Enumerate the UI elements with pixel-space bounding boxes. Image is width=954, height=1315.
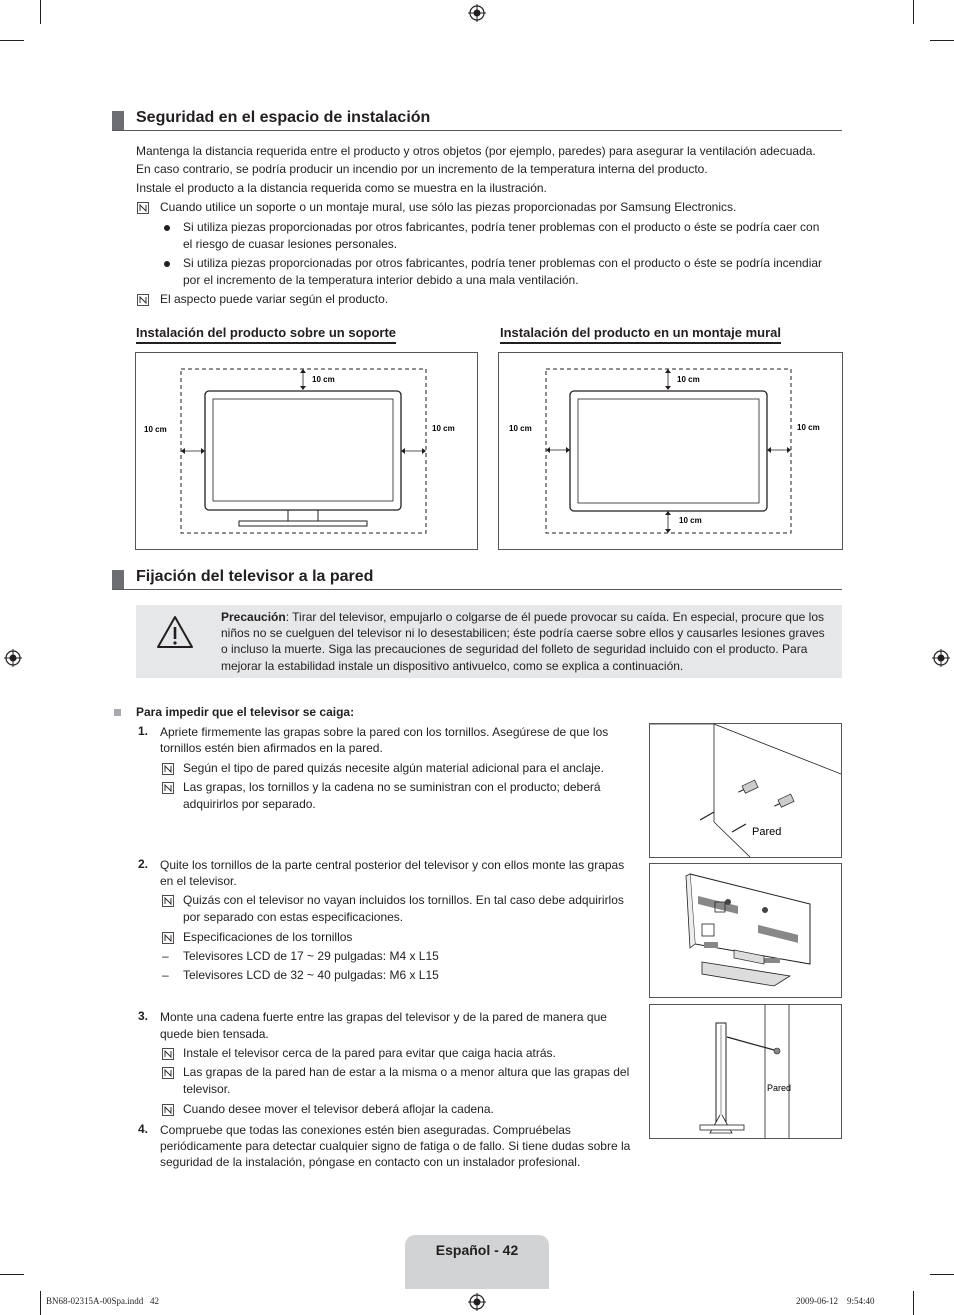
- section-title: Fijación del televisor a la pared: [136, 568, 374, 585]
- bullet-text: el riesgo de cuasar lesiones personales.: [183, 237, 398, 251]
- wall-brackets-illustration: [649, 723, 842, 858]
- note-text: televisor.: [183, 1082, 231, 1096]
- caution-label: Precaución: [221, 610, 286, 624]
- crop-mark: [913, 0, 914, 24]
- bullet-text: por el incremento de la temperatura interior debido a una mala ventilación.: [183, 273, 579, 287]
- note-icon: [162, 763, 174, 775]
- caution-line: mejorar la estabilidad instale un dispositivo antivuelco, como se explica a continuación.: [221, 659, 684, 673]
- section-heading-wall-fixing: [112, 570, 842, 590]
- step-number: 3.: [138, 1009, 149, 1023]
- distance-label: 10 cm: [797, 423, 820, 432]
- note-text: Las grapas de la pared han de estar a la misma o a menor altura que las grapas del: [183, 1065, 630, 1079]
- distance-label: 10 cm: [432, 424, 455, 433]
- distance-label: 10 cm: [144, 425, 167, 434]
- caution-line: o incluso la muerte. Siga las precauciones de seguridad del folleto de seguridad incluido con el producto. Para: [221, 642, 808, 656]
- step-text: Compruebe que todas las conexiones estén bien aseguradas. Compruébelas: [160, 1123, 571, 1137]
- paragraph-line: Instale el producto a la distancia requerida como se muestra en la ilustración.: [136, 181, 547, 195]
- note-text: Quizás con el televisor no vayan incluidos los tornillos. En tal caso debe adquirirlos: [183, 893, 624, 907]
- wall-mount-clearance-diagram: [498, 352, 843, 550]
- footer-filename: BN68-02315A-00Spa.indd 42: [46, 1296, 159, 1306]
- caution-line: niños no se cuelguen del televisor ni lo desestabilicen; éste podría caerse sobre ellos y causarles lesiones graves: [221, 626, 825, 640]
- note-text: Las grapas, los tornillos y la cadena no se suministran con el producto; deberá: [183, 780, 601, 794]
- registration-mark-icon: [4, 649, 22, 667]
- section-title: Seguridad en el espacio de instalación: [136, 109, 431, 126]
- footer-timestamp: [796, 1296, 875, 1306]
- footer-date: 2009-06-12: [796, 1296, 845, 1306]
- step-number: 4.: [138, 1122, 149, 1136]
- note-text: adquirirlos por separado.: [183, 797, 316, 811]
- crop-mark: [40, 0, 41, 24]
- registration-mark-icon: [468, 1293, 486, 1311]
- section-bar: [112, 570, 124, 589]
- step-text: tornillos estén bien afirmados en la pared.: [160, 741, 383, 755]
- distance-label: 10 cm: [312, 375, 335, 384]
- crop-mark: [40, 1291, 41, 1315]
- note-icon: [162, 1067, 174, 1079]
- step-text: Monte una cadena fuerte entre las grapas del televisor y de la pared de manera que: [160, 1010, 607, 1024]
- chain-to-wall-illustration: [649, 1004, 842, 1139]
- step-text: quede bien tensada.: [160, 1027, 269, 1041]
- registration-mark-icon: [468, 4, 486, 22]
- stand-clearance-diagram: [135, 352, 478, 550]
- note-icon: [162, 782, 174, 794]
- tv-back-brackets-illustration: [649, 863, 842, 998]
- note-text: El aspecto puede variar según el producto.: [160, 292, 389, 306]
- note-icon: [162, 932, 174, 944]
- section-heading-installation-space: [112, 111, 842, 131]
- dash: –: [162, 949, 169, 963]
- step-number: 1.: [138, 724, 149, 738]
- distance-label: 10 cm: [679, 516, 702, 525]
- distance-label: 10 cm: [677, 375, 700, 384]
- tv-on-wall-illustration: [499, 353, 842, 549]
- note-text: Cuando utilice un soporte o un montaje mural, use sólo las piezas proporcionadas por Samsung Electronics.: [160, 200, 737, 214]
- subheading: Para impedir que el televisor se caiga:: [136, 705, 355, 719]
- square-bullet: [114, 709, 121, 716]
- note-text: por separado con estas especificaciones.: [183, 910, 404, 924]
- wall-label: Pared: [752, 826, 782, 838]
- spec-text: Televisores LCD de 17 ~ 29 pulgadas: M4 x L15: [183, 949, 439, 963]
- step-text: seguridad de la instalación, póngase en contacto con un instalador profesional.: [160, 1155, 581, 1169]
- bullet-text: Si utiliza piezas proporcionadas por otros fabricantes, podría tener problemas con el producto o éste se podría caer con: [183, 220, 820, 234]
- caution-line: [221, 609, 824, 626]
- distance-label: 10 cm: [509, 424, 532, 433]
- note-icon: [162, 1104, 174, 1116]
- step-number: 2.: [138, 857, 149, 871]
- crop-mark: [913, 1291, 914, 1315]
- note-icon: [137, 294, 149, 306]
- warning-triangle-icon: [156, 615, 194, 649]
- wall-label: Pared: [767, 1083, 792, 1093]
- footer-time: 9:54:40: [844, 1296, 875, 1306]
- section-bar: [112, 111, 124, 130]
- registration-mark-icon: [932, 649, 950, 667]
- caution-box: [136, 605, 842, 678]
- crop-mark: [930, 40, 954, 41]
- bullet: [164, 261, 170, 267]
- tv-on-stand-illustration: [136, 353, 477, 549]
- crop-mark: [930, 1274, 954, 1275]
- step-text: periódicamente para detectar cualquier signo de fatiga o de fallo. Si tiene dudas sobre la: [160, 1139, 631, 1153]
- step-text: en el televisor.: [160, 874, 237, 888]
- caution-text: : Tirar del televisor, empujarlo o colgarse de él puede provocar su caída. En especial, procure que los: [285, 610, 825, 624]
- spec-text: Televisores LCD de 32 ~ 40 pulgadas: M6 x L15: [183, 968, 439, 982]
- note-icon: [137, 202, 149, 214]
- paragraph-line: En caso contrario, se podría producir un incendio por un incremento de la temperatura interna del producto.: [136, 162, 708, 176]
- stand-install-title: Instalación del producto sobre un soporte: [136, 325, 396, 344]
- bullet-text: Si utiliza piezas proporcionadas por otros fabricantes, podría tener problemas con el producto o éste se podría incendiar: [183, 256, 823, 270]
- wall-install-title: Instalación del producto en un montaje mural: [500, 325, 781, 344]
- crop-mark: [0, 40, 24, 41]
- page-number: Español - 42: [435, 1242, 519, 1258]
- note-text: Según el tipo de pared quizás necesite algún material adicional para el anclaje.: [183, 761, 604, 775]
- note-text: Instale el televisor cerca de la pared para evitar que caiga hacia atrás.: [183, 1046, 556, 1060]
- bullet: [164, 225, 170, 231]
- note-text: Especificaciones de los tornillos: [183, 930, 353, 944]
- note-text: Cuando desee mover el televisor deberá aflojar la cadena.: [183, 1102, 494, 1116]
- paragraph-line: Mantenga la distancia requerida entre el producto y otros objetos (por ejemplo, paredes) para asegurar la ventilación adecuada.: [136, 144, 816, 158]
- step-text: Quite los tornillos de la parte central posterior del televisor y con ellos monte las grapas: [160, 858, 625, 872]
- dash: –: [162, 968, 169, 982]
- note-icon: [162, 895, 174, 907]
- step-text: Apriete firmemente las grapas sobre la pared con los tornillos. Asegúrese de que los: [160, 725, 609, 739]
- note-icon: [162, 1048, 174, 1060]
- crop-mark: [0, 1274, 24, 1275]
